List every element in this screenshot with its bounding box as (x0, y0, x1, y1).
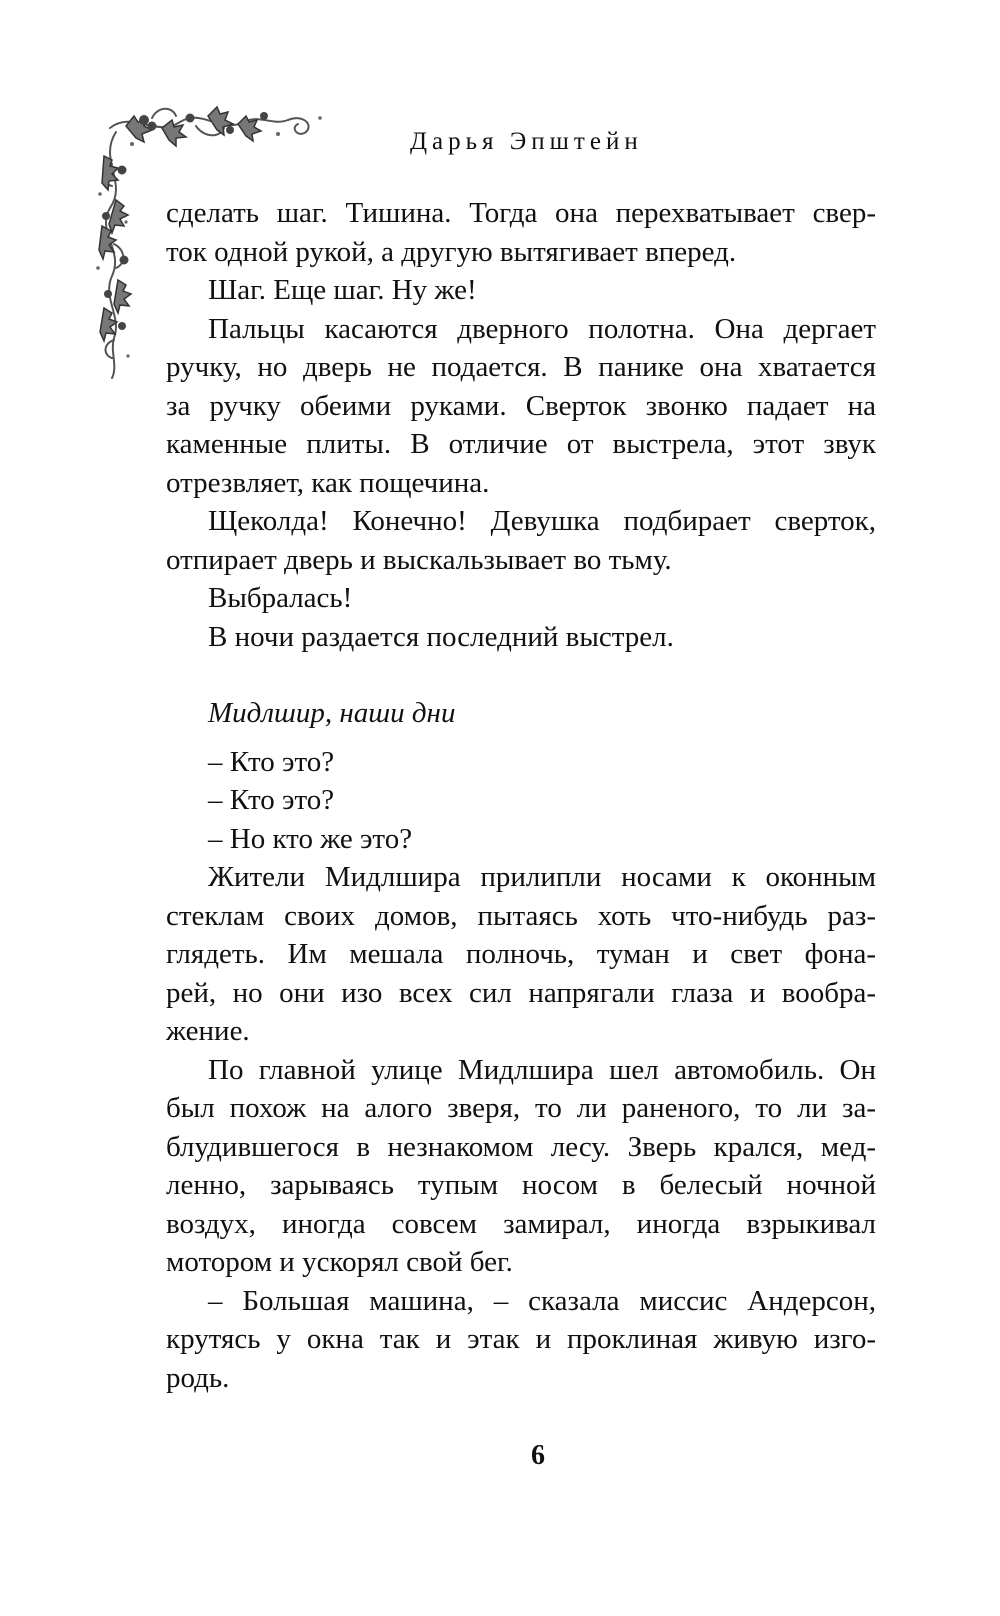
text-line: блудившегося в незнакомом лесу. Зверь крался, мед- (166, 1130, 876, 1163)
page-number: 6 (531, 1440, 545, 1471)
running-head-author: Дарья Эпштейн (410, 128, 643, 155)
text-line: сделать шаг. Тишина. Тогда она перехватывает свер- (166, 197, 876, 229)
text-line: отрезвляет, как пощечина. (166, 466, 490, 499)
section-title: Мидлшир, наши дни (208, 697, 456, 729)
text-line: стеклам своих домов, пытаясь хоть что-нибудь раз- (166, 899, 876, 932)
text-line: жение. (166, 1015, 250, 1047)
text-line: за ручку обеими руками. Сверток звонко падает на (166, 389, 876, 422)
dialogue-line: – Кто это? (208, 745, 335, 778)
section-break (166, 656, 876, 694)
text-line: Щеколда! Конечно! Девушка подбирает сверток, (208, 505, 876, 537)
text-line: ручку, но дверь не подается. В панике она хватается (166, 351, 876, 383)
text-line: Пальцы касаются дверного полотна. Она дергает (208, 312, 876, 345)
text-line: Жители Мидлшира прилипли носами к оконным (208, 861, 876, 893)
text-line: крутясь у окна так и этак и проклиная живую изго- (166, 1323, 876, 1355)
dialogue-line: – Но кто же это? (208, 822, 413, 855)
text-line: глядеть. Им мешала полночь, туман и свет фона- (166, 938, 876, 970)
text-line: ток одной рукой, а другую вытягивает вперед. (166, 235, 737, 268)
text-line: По главной улице Мидлшира шел автомобиль. Он (208, 1053, 876, 1086)
text-line: Шаг. Еще шаг. Ну же! (208, 274, 477, 306)
text-line: отпирает дверь и выскальзывает во тьму. (166, 543, 672, 576)
dialogue-line: – Кто это? (208, 784, 335, 816)
text-line: рей, но они изо всех сил напрягали глаза и вообра- (166, 976, 876, 1009)
text-line: Выбралась! (208, 582, 353, 614)
text-line: родь. (166, 1361, 230, 1394)
text-line: каменные плиты. В отличие от выстрела, этот звук (166, 428, 876, 460)
text-line: воздух, иногда совсем замирал, иногда взрыкивал (166, 1207, 876, 1240)
body-text (166, 194, 876, 1397)
text-line: ленно, зарываясь тупым носом в белесый ночной (166, 1169, 876, 1201)
section-gap (166, 733, 876, 743)
text-line: – Большая машина, – сказала миссис Андерсон, (208, 1284, 876, 1317)
text-line: мотором и ускорял свой бег. (166, 1246, 513, 1278)
text-line: В ночи раздается последний выстрел. (208, 620, 674, 653)
text-line: был похож на алого зверя, то ли раненого, то ли за- (166, 1092, 876, 1124)
